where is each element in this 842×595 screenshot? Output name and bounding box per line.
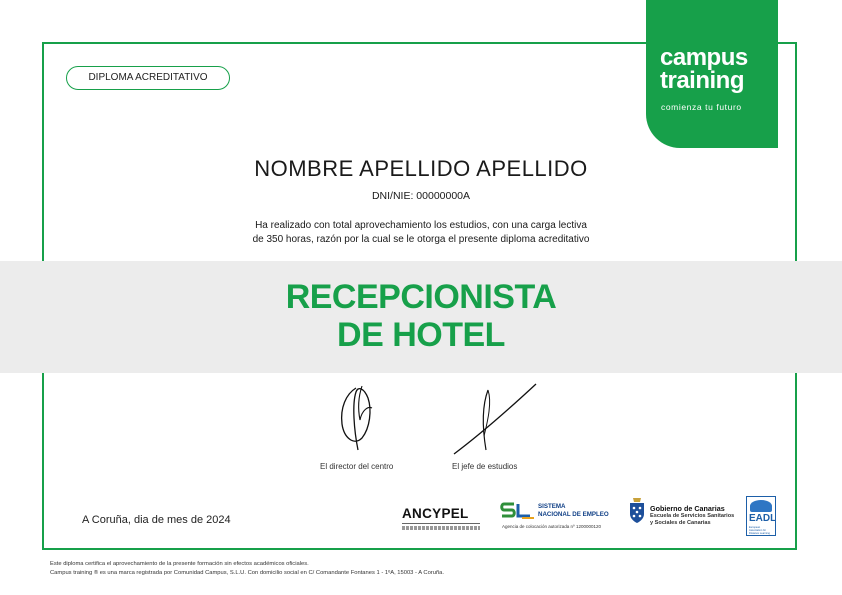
ancypel-fine-print <box>402 526 480 530</box>
logo-line2: training <box>660 67 744 94</box>
gobierno-line2: Escuela de Servicios Sanitarios <box>650 513 735 519</box>
course-title-line2: DE HOTEL <box>337 316 505 354</box>
coat-of-arms-icon <box>628 496 646 524</box>
course-title-line1: RECEPCIONISTA <box>285 278 557 316</box>
head-of-studies-label: El jefe de estudios <box>452 462 518 471</box>
ancypel-rule <box>402 523 480 524</box>
logo-line1: campus <box>660 44 748 71</box>
gobierno-line3: y Sociales de Canarias <box>650 520 711 526</box>
sne-line1: SISTEMA <box>538 503 566 510</box>
recipient-dni: DNI/NIE: 00000000A <box>371 190 471 202</box>
recipient-name: NOMBRE APELLIDO APELLIDO <box>254 156 588 181</box>
sne-agency: Agencia de colocación autorizada nº 1200000120 <box>502 524 601 529</box>
diploma-badge: DIPLOMA ACREDITATIVO <box>66 66 230 90</box>
legal-footer <box>50 560 444 577</box>
footer-line2: Campus training ® es una marca registrada por Comunidad Campus, S.L.U. Con domicilio social en C/ Comandante Fontanes 1 - 1ºA, 15003 - A Coruña. <box>50 569 445 576</box>
campus-training-logo <box>646 0 778 148</box>
eadl-globe-icon <box>750 500 772 512</box>
sne-line2: NACIONAL DE EMPLEO <box>538 511 609 518</box>
course-title <box>0 278 842 354</box>
logo-tagline: comienza tu futuro <box>661 102 742 112</box>
ancypel-wordmark: ANCYPEL <box>402 506 469 521</box>
footer-line1: Este diploma certifica el aprovechamiento de la presente formación sin efectos académicos oficiales. <box>50 561 309 567</box>
director-label: El director del centro <box>320 462 394 471</box>
ancypel-logo <box>402 506 480 530</box>
sne-mark-icon <box>500 502 536 520</box>
gobierno-line1: Gobierno de Canarias <box>650 504 725 513</box>
eadl-logo <box>746 496 776 536</box>
description-line1: Ha realizado con total aprovechamiento los estudios, con una carga lectiva <box>255 220 587 231</box>
eadl-wordmark: EADL <box>749 513 777 524</box>
director-signature <box>328 380 388 452</box>
eadl-subtitle: European Association for Distance Learning <box>749 526 770 535</box>
head-of-studies-signature <box>448 380 544 458</box>
description-line2: de 350 horas, razón por la cual se le otorga el presente diploma acreditativo <box>252 234 590 245</box>
place-date: A Coruña, dia de mes de 2024 <box>82 514 231 526</box>
certificate-description <box>0 219 842 247</box>
